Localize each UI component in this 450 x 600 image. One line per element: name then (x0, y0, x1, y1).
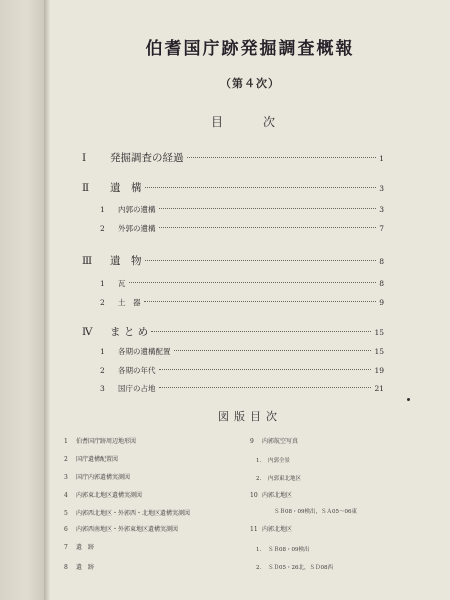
toc-entry (100, 204, 384, 215)
figure-number: 1. (256, 458, 262, 464)
figure-number: 2 (64, 456, 68, 463)
toc-label: 瓦 (118, 279, 126, 288)
toc-heading: 目 次 (210, 115, 289, 129)
toc-page-number: 9 (379, 298, 384, 307)
toc-label: 各期の遺構配置 (118, 347, 171, 356)
page-subtitle: （第４次） (220, 77, 280, 90)
toc-label: 内郭の遺構 (118, 205, 156, 214)
toc-page-number: 1 (379, 154, 384, 163)
figure-number: 9 (250, 438, 254, 445)
toc-entry (100, 297, 384, 308)
figure-number: 10 (250, 492, 258, 499)
leader-dots (159, 227, 377, 228)
figure-number: 8 (64, 564, 68, 571)
figure-number: 5 (64, 510, 68, 517)
leader-dots (174, 350, 372, 351)
figure-label: 内郭西南地区・外郭東地区遺構実測図 (76, 526, 179, 533)
toc-number: Ⅳ (82, 326, 93, 338)
figure-entry (64, 542, 94, 551)
figure-label: 内郭西北地区・外郭西・北地区遺構実測図 (76, 510, 191, 517)
figure-number: 2. (256, 565, 262, 571)
toc-label: 土 器 (118, 298, 141, 307)
figure-number: 1 (64, 438, 68, 445)
toc-entry (82, 253, 384, 268)
leader-dots (159, 208, 377, 209)
leader-dots (145, 260, 377, 261)
toc-page-number: 7 (379, 224, 384, 233)
figure-label: 内郭北地区 (262, 526, 293, 533)
figure-number: 6 (64, 526, 68, 533)
figure-entry (64, 562, 94, 571)
figure-number: 4 (64, 492, 68, 499)
figure-label: 遺 跡 (76, 544, 95, 551)
figure-entry (64, 524, 178, 533)
leader-dots (145, 187, 377, 188)
leader-dots (129, 282, 377, 283)
toc-label: 外郭の遺構 (118, 224, 156, 233)
figure-label: 内郭東北地区遺構実測図 (76, 492, 143, 499)
toc-page-number: 15 (374, 347, 384, 356)
toc-page-number: 15 (374, 328, 384, 337)
figure-number: 3 (64, 474, 68, 481)
ink-dot (407, 398, 410, 401)
figure-entry (250, 436, 298, 445)
toc-entry (100, 365, 384, 376)
toc-page-number: 8 (379, 257, 384, 266)
figure-number: 11 (250, 526, 258, 533)
figures-heading: 図版目次 (218, 410, 282, 423)
toc-page-number: 19 (374, 366, 384, 375)
toc-number: 1 (100, 347, 105, 356)
figure-entry (250, 524, 292, 533)
figure-label: 遺 跡 (76, 564, 95, 571)
leader-dots (144, 301, 377, 302)
toc-number: 3 (100, 384, 105, 393)
figure-number: 2. (256, 476, 262, 482)
figure-sub-entry (256, 545, 310, 553)
figure-label: ＳＢ08・09検出，ＳＡ05～06東 (274, 509, 357, 515)
figure-sub-entry (256, 474, 301, 482)
toc-number: 1 (100, 205, 105, 214)
figure-entry (64, 490, 142, 499)
leader-dots (159, 387, 372, 388)
toc-label: 国庁の占地 (118, 384, 156, 393)
figure-entry (64, 454, 118, 463)
figure-number: 1. (256, 547, 262, 553)
toc-label: 遺 構 (110, 182, 142, 194)
figure-label: ＳＤ05・26北，ＳＤ08西 (268, 565, 333, 571)
figure-entry (64, 508, 190, 517)
toc-entry (100, 278, 384, 289)
figure-label: 内郭全景 (268, 458, 291, 464)
leader-dots (187, 157, 377, 158)
toc-label: 発掘調査の経過 (110, 152, 184, 164)
figure-number: 7 (64, 544, 68, 551)
leader-dots (159, 369, 372, 370)
toc-entry (100, 383, 384, 394)
toc-number: Ⅰ (82, 152, 87, 164)
toc-page-number: 8 (379, 279, 384, 288)
figure-entry (250, 490, 292, 499)
figure-label: ＳＢ08・09検出 (268, 547, 310, 553)
figure-label: 内郭航空写真 (262, 438, 299, 445)
toc-number: 1 (100, 279, 105, 288)
toc-number: Ⅲ (82, 255, 93, 267)
figure-label: 国庁遺構配置図 (76, 456, 119, 463)
leader-dots (151, 331, 371, 332)
adjacent-page-edge (0, 0, 44, 600)
toc-page-number: 21 (374, 384, 384, 393)
figure-label: 内郭北地区 (262, 492, 293, 499)
toc-page-number: 3 (379, 184, 384, 193)
figure-label: 内郭東北地区 (268, 476, 302, 482)
contents-page (50, 0, 450, 600)
toc-label: ま と め (110, 326, 149, 338)
figure-sub-entry (256, 456, 290, 464)
figure-sub-entry (256, 563, 333, 571)
toc-number: Ⅱ (82, 182, 90, 194)
toc-page-number: 3 (379, 205, 384, 214)
toc-entry (100, 346, 384, 357)
page-title: 伯耆国庁跡発掘調査概報 (145, 39, 355, 59)
toc-entry (82, 150, 384, 165)
figure-label: 伯耆国庁跡周辺地形図 (76, 438, 137, 445)
figure-entry (64, 436, 136, 445)
toc-number: 2 (100, 224, 105, 233)
toc-label: 各期の年代 (118, 366, 156, 375)
toc-entry (82, 180, 384, 195)
toc-entry (82, 324, 384, 339)
toc-entry (100, 223, 384, 234)
figure-entry (64, 472, 130, 481)
figure-sub-entry (274, 507, 357, 515)
toc-number: 2 (100, 366, 105, 375)
toc-number: 2 (100, 298, 105, 307)
figure-label: 国庁内郭遺構実測図 (76, 474, 131, 481)
toc-label: 遺 物 (110, 255, 142, 267)
